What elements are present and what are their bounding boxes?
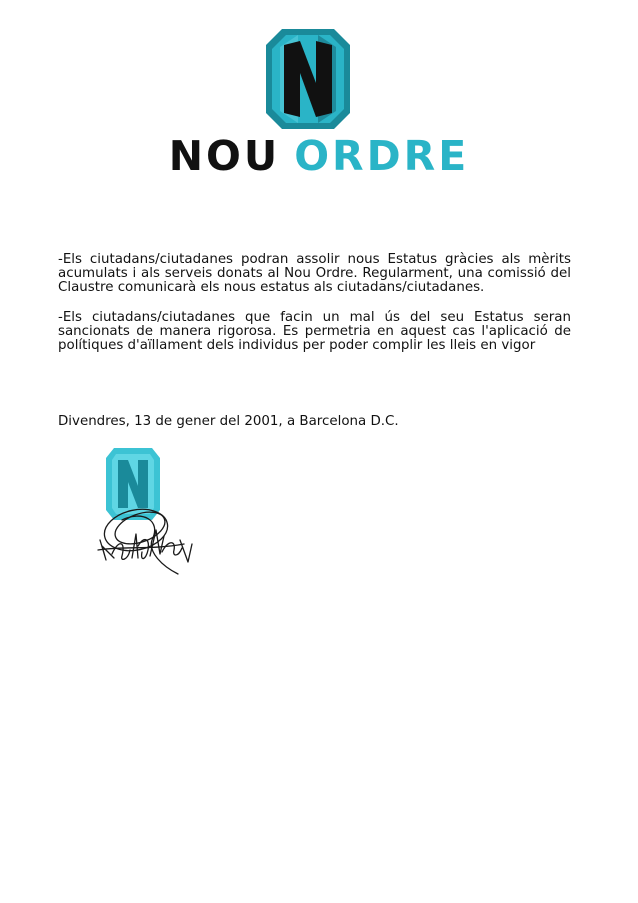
paragraph-new-status: -Els ciutadans/ciutadanes podran assolir nous Estatus gràcies als mèrits acumulats i als serveis donats al Nou Ordre. Regularment, una comissió del Claustre comunicarà els nous estatus als ciutadans/ciutadanes. (58, 252, 571, 295)
n-hexagon-logo-icon (264, 27, 352, 131)
dateline: Divendres, 13 de gener del 2001, a Barcelona D.C. (58, 414, 399, 429)
brand-word-ordre: ORDRE (294, 132, 470, 180)
brand-word-nou: NOU (168, 132, 281, 180)
paragraph-sanctions: -Els ciutadans/ciutadanes que facin un mal ús del seu Estatus seran sancionats de manera rigorosa. Es permetria en aquest cas l'aplicació de polítiques d'aïllament dels individus per poder complir les lleis en vigor (58, 310, 571, 353)
brand-title (0, 132, 638, 180)
handwritten-signature-icon (92, 500, 196, 576)
